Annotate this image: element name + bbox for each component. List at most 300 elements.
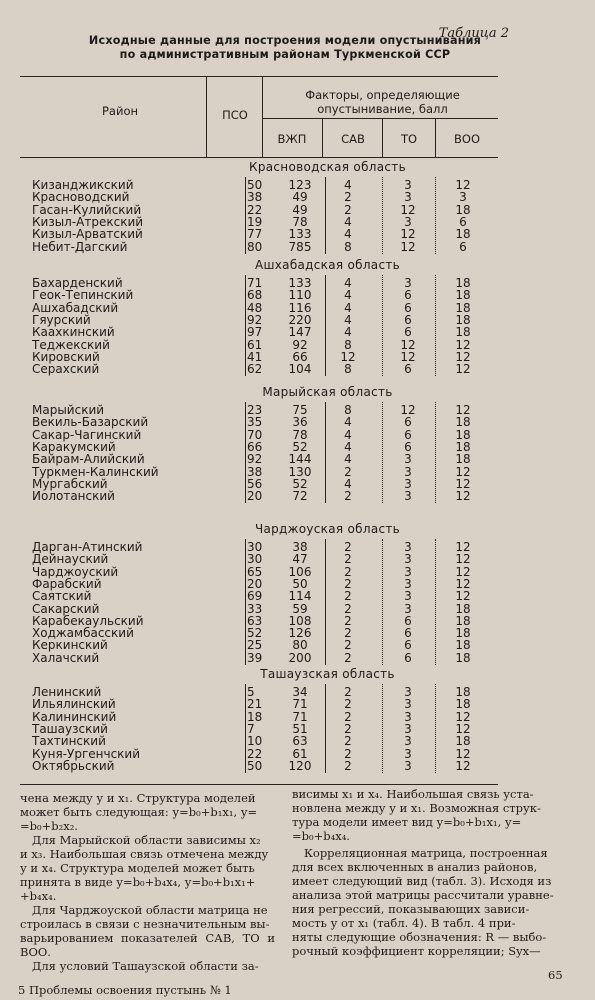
left-text-column: [20, 791, 275, 973]
pso-value: 5: [247, 685, 255, 699]
vzhp-value: 52: [292, 439, 308, 454]
sav-value: 2: [344, 650, 352, 665]
district-name: Иолотанский: [32, 489, 115, 504]
header-bottom-rule: [20, 157, 498, 158]
sav-value: 2: [344, 464, 352, 479]
header-to: ТО: [400, 132, 418, 146]
pso-value: 62: [247, 362, 263, 377]
voo-value: 12: [455, 178, 471, 192]
to-value: 3: [404, 685, 412, 699]
vzhp-value: 61: [292, 746, 308, 761]
header-vrule-4: [382, 118, 383, 157]
district-name: Ходжамбасский: [32, 626, 134, 641]
sav-value: 8: [344, 239, 352, 254]
to-value: 3: [404, 564, 412, 579]
voo-value: 6: [459, 239, 467, 254]
left-text-line: =b₀+b₂x₂.: [20, 819, 78, 833]
district-name: Мургабский: [32, 476, 108, 491]
district-name: Каахкинский: [32, 325, 115, 340]
right-text-line: для всех включенных в анализ районов,: [292, 860, 538, 874]
pso-value: 35: [247, 415, 263, 430]
district-name: Теджекский: [32, 337, 110, 352]
vzhp-value: 78: [292, 427, 308, 442]
region-heading: Ташаузская область: [260, 667, 395, 681]
to-value: 3: [404, 589, 412, 604]
district-name: Ильялинский: [32, 697, 116, 712]
vzhp-value: 220: [288, 312, 312, 327]
region-heading: Марыйская область: [262, 385, 393, 399]
voo-value: 18: [455, 427, 471, 442]
column-rule-dotted: [435, 402, 436, 503]
column-rule-dotted: [435, 177, 436, 254]
pso-value: 22: [247, 202, 263, 217]
to-value: 3: [404, 178, 412, 192]
sav-value: 2: [344, 746, 352, 761]
district-name: Куня-Ургенчский: [32, 746, 141, 761]
column-rule: [245, 539, 246, 665]
table-bottom-rule: [20, 784, 498, 785]
voo-value: 18: [455, 601, 471, 616]
header-factors-1: Факторы, определяющие: [305, 88, 460, 102]
voo-value: 12: [455, 709, 471, 724]
district-name: Гяурский: [32, 312, 91, 327]
district-name: Векиль-Базарский: [32, 415, 149, 430]
vzhp-value: 34: [292, 685, 308, 699]
column-rule: [325, 275, 326, 376]
district-name: Кировский: [32, 349, 100, 364]
vzhp-value: 104: [288, 362, 312, 377]
pso-value: 41: [247, 349, 263, 364]
pso-value: 50: [247, 758, 263, 773]
to-value: 3: [404, 758, 412, 773]
pso-value: 21: [247, 697, 263, 712]
voo-value: 18: [455, 439, 471, 454]
column-rule-dotted: [382, 275, 383, 376]
district-name: Сакар-Чагинский: [32, 427, 142, 442]
voo-value: 12: [455, 476, 471, 491]
vzhp-value: 47: [292, 552, 308, 567]
pso-value: 10: [247, 734, 263, 749]
vzhp-value: 200: [288, 650, 312, 665]
column-rule: [325, 402, 326, 503]
left-text-line: варьированием показателей САВ, ТО и ВОО.: [20, 931, 275, 959]
factors-sub-rule: [262, 118, 498, 119]
pso-value: 92: [247, 452, 263, 467]
pso-value: 22: [247, 746, 263, 761]
region-heading: Ашхабадская область: [254, 258, 401, 272]
voo-value: 18: [455, 312, 471, 327]
sav-value: 2: [344, 489, 352, 504]
region-heading: Чарджоуская область: [254, 522, 401, 536]
voo-value: 18: [455, 626, 471, 641]
pso-value: 70: [247, 427, 263, 442]
sav-value: 4: [344, 276, 352, 290]
pso-value: 68: [247, 288, 263, 303]
voo-value: 18: [455, 697, 471, 712]
right-text-line: новлена между у и x₁. Возможная струк-: [292, 801, 541, 815]
vzhp-value: 71: [292, 697, 308, 712]
voo-value: 12: [455, 403, 471, 417]
voo-value: 12: [455, 337, 471, 352]
to-value: 6: [404, 650, 412, 665]
sav-value: 4: [344, 214, 352, 229]
pso-value: 56: [247, 476, 263, 491]
vzhp-value: 123: [288, 178, 312, 192]
column-rule-dotted: [382, 539, 383, 665]
vzhp-value: 75: [292, 403, 308, 417]
voo-value: 18: [455, 613, 471, 628]
sav-value: 2: [344, 697, 352, 712]
pso-value: 25: [247, 638, 263, 653]
sav-value: 2: [344, 601, 352, 616]
district-name: Саятский: [32, 589, 92, 604]
district-name: Каракумский: [32, 439, 116, 454]
to-value: 3: [404, 476, 412, 491]
sav-value: 2: [344, 552, 352, 567]
sav-value: 2: [344, 709, 352, 724]
header-vrule-2: [262, 77, 263, 157]
to-value: 12: [400, 337, 416, 352]
sav-value: 2: [344, 202, 352, 217]
pso-value: 20: [247, 576, 263, 591]
voo-value: 18: [455, 300, 471, 315]
voo-value: 18: [455, 638, 471, 653]
pso-value: 92: [247, 312, 263, 327]
vzhp-value: 59: [292, 601, 308, 616]
vzhp-value: 66: [292, 349, 308, 364]
district-name: Марыйский: [32, 403, 105, 417]
district-name: Карабекаульский: [32, 613, 144, 628]
pso-value: 97: [247, 325, 263, 340]
pso-value: 30: [247, 552, 263, 567]
vzhp-value: 38: [292, 540, 308, 554]
sav-value: 4: [344, 476, 352, 491]
header-pso: ПСО: [222, 108, 248, 122]
left-text-line: чена между у и x₁. Структура моделей: [20, 791, 256, 805]
pso-value: 19: [247, 214, 263, 229]
to-value: 12: [400, 202, 416, 217]
voo-value: 12: [455, 576, 471, 591]
column-rule-dotted: [382, 177, 383, 254]
voo-value: 12: [455, 552, 471, 567]
left-text-line: может быть следующая: у=b₀+b₁x₁, у=: [20, 805, 258, 819]
region-heading: Красноводская область: [249, 160, 406, 174]
to-value: 6: [404, 638, 412, 653]
column-rule: [325, 684, 326, 773]
pso-value: 38: [247, 190, 263, 205]
vzhp-value: 114: [288, 589, 312, 604]
district-name: Халачский: [32, 650, 100, 665]
vzhp-value: 51: [292, 721, 308, 736]
sav-value: 4: [344, 300, 352, 315]
sav-value: 12: [340, 349, 356, 364]
to-value: 3: [404, 276, 412, 290]
to-value: 3: [404, 214, 412, 229]
sav-value: 4: [344, 227, 352, 242]
column-rule-dotted: [382, 684, 383, 773]
district-name: Кизыл-Арватский: [32, 227, 143, 242]
voo-value: 12: [455, 589, 471, 604]
right-text-column: [292, 787, 578, 958]
left-text-line: у и x₄. Структура моделей может быть: [20, 861, 255, 875]
sav-value: 2: [344, 589, 352, 604]
district-name: Туркмен-Калинский: [32, 464, 159, 479]
right-text-line: рочный коэффициент корреляции; Syx—: [292, 944, 541, 958]
to-value: 6: [404, 325, 412, 340]
voo-value: 12: [455, 721, 471, 736]
column-rule: [245, 684, 246, 773]
voo-value: 12: [455, 464, 471, 479]
to-value: 6: [404, 439, 412, 454]
district-name: Фарабский: [32, 576, 102, 591]
sav-value: 4: [344, 325, 352, 340]
to-value: 3: [404, 464, 412, 479]
vzhp-value: 147: [288, 325, 312, 340]
voo-value: 12: [455, 362, 471, 377]
district-name: Октябрьский: [32, 758, 115, 773]
column-rule: [325, 177, 326, 254]
pso-value: 63: [247, 613, 263, 628]
district-name: Сакарский: [32, 601, 100, 616]
to-value: 6: [404, 300, 412, 315]
pso-value: 30: [247, 540, 263, 554]
header-vzhp: ВЖП: [277, 132, 307, 146]
vzhp-value: 49: [292, 190, 308, 205]
voo-value: 18: [455, 276, 471, 290]
voo-value: 18: [455, 288, 471, 303]
pso-value: 33: [247, 601, 263, 616]
sav-value: 2: [344, 685, 352, 699]
pso-value: 80: [247, 239, 263, 254]
vzhp-value: 71: [292, 709, 308, 724]
header-vrule-1: [206, 77, 207, 157]
right-text-line: тура модели имеет вид у=b₀+b₁x₁, у=: [292, 815, 522, 829]
voo-value: 12: [455, 746, 471, 761]
district-name: Дейнауский: [32, 552, 109, 567]
right-text-line: =b₀+b₄x₄.: [292, 829, 350, 843]
sav-value: 2: [344, 638, 352, 653]
vzhp-value: 133: [288, 227, 312, 242]
sav-value: 2: [344, 190, 352, 205]
vzhp-value: 785: [288, 239, 312, 254]
district-name: Калининский: [32, 709, 117, 724]
pso-value: 69: [247, 589, 263, 604]
to-value: 12: [400, 227, 416, 242]
to-value: 3: [404, 709, 412, 724]
sav-value: 2: [344, 626, 352, 641]
vzhp-value: 110: [288, 288, 312, 303]
voo-value: 6: [459, 214, 467, 229]
right-text-line: анализа этой матрицы рассчитали уравне-: [292, 888, 554, 902]
sav-value: 4: [344, 415, 352, 430]
voo-value: 3: [459, 190, 467, 205]
right-text-line: Корреляционная матрица, построенная: [304, 846, 548, 860]
vzhp-value: 126: [288, 626, 312, 641]
voo-value: 12: [455, 540, 471, 554]
sav-value: 2: [344, 540, 352, 554]
column-rule-dotted: [435, 539, 436, 665]
title-line-1: Исходные данные для построения модели опустынивания: [88, 34, 482, 47]
to-value: 3: [404, 452, 412, 467]
column-rule-dotted: [382, 402, 383, 503]
column-rule-dotted: [435, 275, 436, 376]
column-rule: [245, 177, 246, 254]
sav-value: 2: [344, 564, 352, 579]
district-name: Серахский: [32, 362, 100, 377]
district-name: Ташаузский: [32, 721, 108, 736]
to-value: 12: [400, 239, 416, 254]
to-value: 6: [404, 626, 412, 641]
vzhp-value: 133: [288, 276, 312, 290]
table-title: [60, 34, 510, 62]
to-value: 3: [404, 601, 412, 616]
to-value: 3: [404, 697, 412, 712]
district-name: Ленинский: [32, 685, 102, 699]
district-name: Керкинский: [32, 638, 108, 653]
district-name: Кизанджикский: [32, 178, 134, 192]
pso-value: 66: [247, 439, 263, 454]
to-value: 6: [404, 613, 412, 628]
voo-value: 12: [455, 564, 471, 579]
vzhp-value: 36: [292, 415, 308, 430]
vzhp-value: 130: [288, 464, 312, 479]
sav-value: 2: [344, 721, 352, 736]
vzhp-value: 63: [292, 734, 308, 749]
to-value: 3: [404, 734, 412, 749]
pso-value: 39: [247, 650, 263, 665]
sav-value: 4: [344, 427, 352, 442]
voo-value: 12: [455, 489, 471, 504]
vzhp-value: 92: [292, 337, 308, 352]
to-value: 6: [404, 427, 412, 442]
pso-value: 23: [247, 403, 263, 417]
vzhp-value: 120: [288, 758, 312, 773]
column-rule-dotted: [435, 684, 436, 773]
sav-value: 4: [344, 288, 352, 303]
district-name: Байрам-Алийский: [32, 452, 145, 467]
district-name: Чарджоуский: [32, 564, 119, 579]
pso-value: 7: [247, 721, 255, 736]
vzhp-value: 78: [292, 214, 308, 229]
sav-value: 8: [344, 337, 352, 352]
pso-value: 48: [247, 300, 263, 315]
column-rule: [325, 539, 326, 665]
right-text-line: висимы x₁ и x₄. Наибольшая связь уста-: [292, 787, 534, 801]
voo-value: 18: [455, 415, 471, 430]
sav-value: 8: [344, 403, 352, 417]
vzhp-value: 106: [288, 564, 312, 579]
sav-value: 4: [344, 312, 352, 327]
to-value: 3: [404, 190, 412, 205]
header-vrule-3: [322, 118, 323, 157]
vzhp-value: 52: [292, 476, 308, 491]
district-name: Бахарденский: [32, 276, 123, 290]
to-value: 6: [404, 362, 412, 377]
pso-value: 77: [247, 227, 263, 242]
pso-value: 50: [247, 178, 263, 192]
vzhp-value: 108: [288, 613, 312, 628]
to-value: 3: [404, 552, 412, 567]
pso-value: 20: [247, 489, 263, 504]
column-rule: [245, 275, 246, 376]
left-text-line: строилась в связи с незначительным вы-: [20, 917, 270, 931]
header-district: Район: [101, 104, 138, 118]
pso-value: 61: [247, 337, 263, 352]
header-sav: САВ: [341, 132, 365, 146]
header-factors-2: опустынивание, балл: [317, 102, 448, 116]
column-rule: [245, 402, 246, 503]
pso-value: 38: [247, 464, 263, 479]
sav-value: 8: [344, 362, 352, 377]
left-text-line: Для условий Ташаузской области за-: [32, 959, 259, 973]
to-value: 3: [404, 489, 412, 504]
voo-value: 18: [455, 452, 471, 467]
sav-value: 2: [344, 734, 352, 749]
to-value: 12: [400, 349, 416, 364]
voo-value: 18: [455, 685, 471, 699]
vzhp-value: 116: [288, 300, 312, 315]
vzhp-value: 49: [292, 202, 308, 217]
footer-signature: 5 Проблемы освоения пустынь № 1: [18, 983, 232, 997]
to-value: 6: [404, 288, 412, 303]
to-value: 3: [404, 746, 412, 761]
to-value: 3: [404, 721, 412, 736]
sav-value: 2: [344, 758, 352, 773]
vzhp-value: 50: [292, 576, 308, 591]
sav-value: 2: [344, 576, 352, 591]
left-text-line: Для Марыйской области зависимы x₂: [32, 833, 261, 847]
district-name: Гасан-Кулийский: [32, 202, 142, 217]
to-value: 6: [404, 415, 412, 430]
voo-value: 12: [455, 758, 471, 773]
sav-value: 2: [344, 613, 352, 628]
title-line-2: по административным районам Туркменской ССР: [119, 48, 451, 61]
district-name: Красноводский: [32, 190, 130, 205]
to-value: 3: [404, 576, 412, 591]
pso-value: 71: [247, 276, 263, 290]
district-name: Дарган-Атинский: [32, 540, 143, 554]
to-value: 6: [404, 312, 412, 327]
voo-value: 18: [455, 325, 471, 340]
vzhp-value: 144: [288, 452, 312, 467]
right-text-line: мость у от x₁ (табл. 4). В табл. 4 при-: [292, 916, 516, 930]
to-value: 3: [404, 540, 412, 554]
left-text-line: Для Чарджоуской области матрица не: [32, 903, 268, 917]
header-vrule-5: [435, 118, 436, 157]
sav-value: 4: [344, 439, 352, 454]
right-text-line: ния регрессий, показывающих зависи-: [292, 902, 530, 916]
district-name: Геок-Тепинский: [32, 288, 134, 303]
header-voo: ВОО: [454, 132, 480, 146]
district-name: Ашхабадский: [32, 300, 119, 315]
left-text-line: принята в виде у=b₀+b₄x₄, у=b₀+b₁x₁+: [20, 875, 256, 889]
voo-value: 18: [455, 202, 471, 217]
vzhp-value: 72: [292, 489, 308, 504]
header-top-rule: [20, 76, 498, 77]
district-name: Тахтинский: [32, 734, 106, 749]
right-text-line: няты следующие обозначения: R — выбо-: [292, 930, 547, 944]
voo-value: 18: [455, 650, 471, 665]
left-text-line: +b₄x₄.: [20, 889, 57, 903]
left-text-line: и x₃. Наибольшая связь отмечена между: [20, 847, 269, 861]
to-value: 12: [400, 403, 416, 417]
vzhp-value: 80: [292, 638, 308, 653]
pso-value: 18: [247, 709, 263, 724]
right-text-line: имеет следующий вид (табл. 3). Исходя из: [292, 874, 552, 888]
table-label: Таблица 2: [438, 26, 509, 41]
pso-value: 52: [247, 626, 263, 641]
page-number: 65: [548, 968, 563, 982]
